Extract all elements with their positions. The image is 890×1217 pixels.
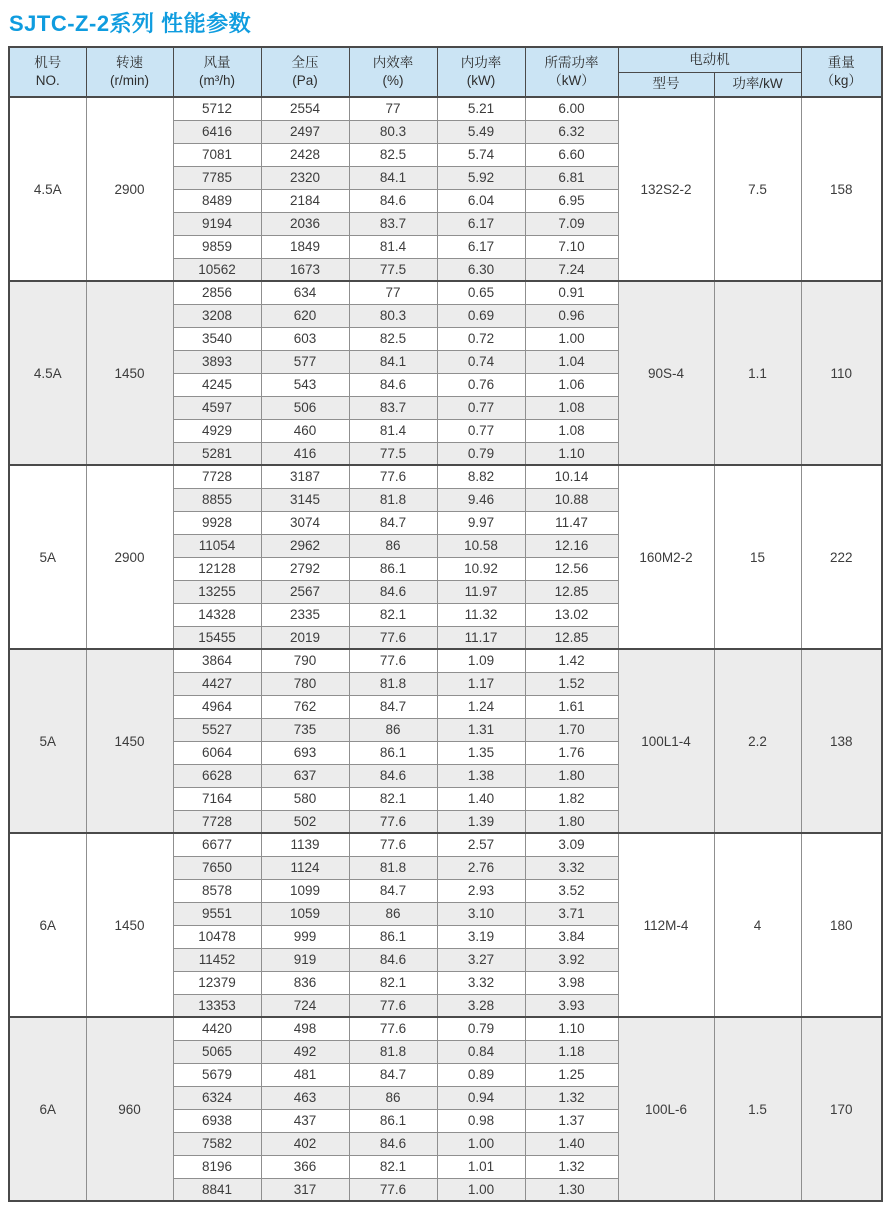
flow-cell: 7728 (173, 810, 261, 833)
pressure-cell: 1673 (261, 258, 349, 281)
required-power-cell: 6.60 (525, 143, 618, 166)
internal-power-cell: 0.65 (437, 281, 525, 304)
flow-cell: 5712 (173, 97, 261, 120)
internal-power-cell: 6.17 (437, 235, 525, 258)
pressure-cell: 492 (261, 1040, 349, 1063)
required-power-cell: 1.52 (525, 672, 618, 695)
flow-cell: 5527 (173, 718, 261, 741)
table-header (9, 47, 882, 97)
machine-no-cell: 6A (9, 1017, 86, 1201)
required-power-cell: 1.76 (525, 741, 618, 764)
flow-cell: 9551 (173, 902, 261, 925)
pressure-cell: 1059 (261, 902, 349, 925)
internal-power-cell: 1.38 (437, 764, 525, 787)
flow-cell: 9928 (173, 511, 261, 534)
col-header-internal-power: 内功率 (kW) (437, 47, 525, 97)
efficiency-cell: 84.7 (349, 695, 437, 718)
pressure-cell: 2335 (261, 603, 349, 626)
performance-table (8, 46, 883, 1202)
required-power-cell: 1.82 (525, 787, 618, 810)
internal-power-cell: 3.10 (437, 902, 525, 925)
required-power-cell: 3.32 (525, 856, 618, 879)
pressure-cell: 724 (261, 994, 349, 1017)
required-power-cell: 3.09 (525, 833, 618, 856)
pressure-cell: 1849 (261, 235, 349, 258)
internal-power-cell: 0.74 (437, 350, 525, 373)
pressure-cell: 999 (261, 925, 349, 948)
col-header-flow: 风量 (m³/h) (173, 47, 261, 97)
internal-power-cell: 1.35 (437, 741, 525, 764)
internal-power-cell: 10.58 (437, 534, 525, 557)
pressure-cell: 603 (261, 327, 349, 350)
efficiency-cell: 82.1 (349, 787, 437, 810)
pressure-cell: 2184 (261, 189, 349, 212)
flow-cell: 7728 (173, 465, 261, 488)
required-power-cell: 7.10 (525, 235, 618, 258)
flow-cell: 4964 (173, 695, 261, 718)
efficiency-cell: 83.7 (349, 212, 437, 235)
efficiency-cell: 81.4 (349, 235, 437, 258)
efficiency-cell: 86 (349, 902, 437, 925)
table-row (9, 281, 882, 304)
flow-cell: 6628 (173, 764, 261, 787)
flow-cell: 4929 (173, 419, 261, 442)
efficiency-cell: 84.6 (349, 189, 437, 212)
flow-cell: 14328 (173, 603, 261, 626)
required-power-cell: 3.92 (525, 948, 618, 971)
col-header-efficiency: 内效率 (%) (349, 47, 437, 97)
required-power-cell: 6.00 (525, 97, 618, 120)
internal-power-cell: 5.74 (437, 143, 525, 166)
required-power-cell: 6.32 (525, 120, 618, 143)
internal-power-cell: 5.92 (437, 166, 525, 189)
internal-power-cell: 0.79 (437, 1017, 525, 1040)
required-power-cell: 10.14 (525, 465, 618, 488)
flow-cell: 3540 (173, 327, 261, 350)
internal-power-cell: 3.32 (437, 971, 525, 994)
internal-power-cell: 0.72 (437, 327, 525, 350)
pressure-cell: 2497 (261, 120, 349, 143)
efficiency-cell: 84.6 (349, 373, 437, 396)
pressure-cell: 836 (261, 971, 349, 994)
internal-power-cell: 6.04 (437, 189, 525, 212)
pressure-cell: 762 (261, 695, 349, 718)
internal-power-cell: 1.31 (437, 718, 525, 741)
required-power-cell: 1.25 (525, 1063, 618, 1086)
required-power-cell: 1.80 (525, 810, 618, 833)
col-header-motor-power: 功率/kW (714, 72, 801, 97)
internal-power-cell: 0.84 (437, 1040, 525, 1063)
pressure-cell: 402 (261, 1132, 349, 1155)
flow-cell: 7582 (173, 1132, 261, 1155)
required-power-cell: 1.32 (525, 1086, 618, 1109)
motor-model-cell: 132S2-2 (618, 97, 714, 281)
motor-power-cell: 7.5 (714, 97, 801, 281)
pressure-cell: 919 (261, 948, 349, 971)
efficiency-cell: 77.6 (349, 994, 437, 1017)
rpm-cell: 1450 (86, 649, 173, 833)
internal-power-cell: 0.77 (437, 396, 525, 419)
flow-cell: 9194 (173, 212, 261, 235)
pressure-cell: 506 (261, 396, 349, 419)
internal-power-cell: 1.17 (437, 672, 525, 695)
pressure-cell: 2554 (261, 97, 349, 120)
required-power-cell: 1.40 (525, 1132, 618, 1155)
flow-cell: 11054 (173, 534, 261, 557)
required-power-cell: 3.93 (525, 994, 618, 1017)
col-header-weight: 重量 （kg） (801, 47, 882, 97)
flow-cell: 6416 (173, 120, 261, 143)
efficiency-cell: 86 (349, 534, 437, 557)
efficiency-cell: 81.8 (349, 1040, 437, 1063)
internal-power-cell: 1.24 (437, 695, 525, 718)
table-row (9, 465, 882, 488)
internal-power-cell: 2.76 (437, 856, 525, 879)
internal-power-cell: 8.82 (437, 465, 525, 488)
rpm-cell: 1450 (86, 281, 173, 465)
efficiency-cell: 84.6 (349, 948, 437, 971)
motor-power-cell: 15 (714, 465, 801, 649)
rpm-cell: 2900 (86, 465, 173, 649)
flow-cell: 7650 (173, 856, 261, 879)
required-power-cell: 12.85 (525, 626, 618, 649)
rpm-cell: 2900 (86, 97, 173, 281)
efficiency-cell: 82.1 (349, 1155, 437, 1178)
required-power-cell: 6.81 (525, 166, 618, 189)
efficiency-cell: 77.6 (349, 1178, 437, 1201)
internal-power-cell: 5.21 (437, 97, 525, 120)
required-power-cell: 3.52 (525, 879, 618, 902)
table-row (9, 649, 882, 672)
pressure-cell: 2962 (261, 534, 349, 557)
internal-power-cell: 0.79 (437, 442, 525, 465)
pressure-cell: 460 (261, 419, 349, 442)
pressure-cell: 416 (261, 442, 349, 465)
efficiency-cell: 82.1 (349, 971, 437, 994)
machine-no-cell: 5A (9, 465, 86, 649)
efficiency-cell: 77.6 (349, 626, 437, 649)
col-header-motor: 电动机 (618, 47, 801, 72)
pressure-cell: 2428 (261, 143, 349, 166)
flow-cell: 4245 (173, 373, 261, 396)
required-power-cell: 3.98 (525, 971, 618, 994)
flow-cell: 10562 (173, 258, 261, 281)
flow-cell: 7164 (173, 787, 261, 810)
required-power-cell: 1.42 (525, 649, 618, 672)
internal-power-cell: 3.28 (437, 994, 525, 1017)
internal-power-cell: 0.69 (437, 304, 525, 327)
efficiency-cell: 81.4 (349, 419, 437, 442)
flow-cell: 4597 (173, 396, 261, 419)
flow-cell: 8578 (173, 879, 261, 902)
internal-power-cell: 0.77 (437, 419, 525, 442)
efficiency-cell: 77.6 (349, 1017, 437, 1040)
pressure-cell: 1099 (261, 879, 349, 902)
pressure-cell: 637 (261, 764, 349, 787)
required-power-cell: 7.09 (525, 212, 618, 235)
flow-cell: 12128 (173, 557, 261, 580)
flow-cell: 8855 (173, 488, 261, 511)
pressure-cell: 502 (261, 810, 349, 833)
required-power-cell: 11.47 (525, 511, 618, 534)
col-header-pressure: 全压 (Pa) (261, 47, 349, 97)
flow-cell: 15455 (173, 626, 261, 649)
internal-power-cell: 5.49 (437, 120, 525, 143)
motor-power-cell: 2.2 (714, 649, 801, 833)
table-row (9, 1017, 882, 1040)
flow-cell: 6064 (173, 741, 261, 764)
required-power-cell: 1.06 (525, 373, 618, 396)
internal-power-cell: 11.32 (437, 603, 525, 626)
efficiency-cell: 86.1 (349, 557, 437, 580)
required-power-cell: 7.24 (525, 258, 618, 281)
internal-power-cell: 1.00 (437, 1132, 525, 1155)
pressure-cell: 366 (261, 1155, 349, 1178)
efficiency-cell: 83.7 (349, 396, 437, 419)
required-power-cell: 1.70 (525, 718, 618, 741)
motor-power-cell: 1.5 (714, 1017, 801, 1201)
pressure-cell: 620 (261, 304, 349, 327)
efficiency-cell: 82.5 (349, 143, 437, 166)
required-power-cell: 12.16 (525, 534, 618, 557)
flow-cell: 3864 (173, 649, 261, 672)
required-power-cell: 12.85 (525, 580, 618, 603)
pressure-cell: 2019 (261, 626, 349, 649)
required-power-cell: 10.88 (525, 488, 618, 511)
pressure-cell: 790 (261, 649, 349, 672)
internal-power-cell: 2.57 (437, 833, 525, 856)
required-power-cell: 3.84 (525, 925, 618, 948)
table-row (9, 833, 882, 856)
flow-cell: 7785 (173, 166, 261, 189)
col-header-machine-no: 机号 NO. (9, 47, 86, 97)
internal-power-cell: 3.19 (437, 925, 525, 948)
internal-power-cell: 3.27 (437, 948, 525, 971)
required-power-cell: 1.18 (525, 1040, 618, 1063)
internal-power-cell: 1.09 (437, 649, 525, 672)
pressure-cell: 437 (261, 1109, 349, 1132)
required-power-cell: 1.61 (525, 695, 618, 718)
flow-cell: 4427 (173, 672, 261, 695)
required-power-cell: 3.71 (525, 902, 618, 925)
flow-cell: 8196 (173, 1155, 261, 1178)
motor-model-cell: 112M-4 (618, 833, 714, 1017)
flow-cell: 8841 (173, 1178, 261, 1201)
pressure-cell: 2792 (261, 557, 349, 580)
weight-cell: 158 (801, 97, 882, 281)
efficiency-cell: 84.1 (349, 350, 437, 373)
efficiency-cell: 84.6 (349, 764, 437, 787)
pressure-cell: 577 (261, 350, 349, 373)
required-power-cell: 1.32 (525, 1155, 618, 1178)
efficiency-cell: 86 (349, 1086, 437, 1109)
pressure-cell: 580 (261, 787, 349, 810)
flow-cell: 6677 (173, 833, 261, 856)
table-body (9, 97, 882, 1201)
col-header-rpm: 转速 (r/min) (86, 47, 173, 97)
pressure-cell: 735 (261, 718, 349, 741)
required-power-cell: 1.08 (525, 419, 618, 442)
flow-cell: 5281 (173, 442, 261, 465)
efficiency-cell: 80.3 (349, 120, 437, 143)
pressure-cell: 463 (261, 1086, 349, 1109)
efficiency-cell: 82.5 (349, 327, 437, 350)
internal-power-cell: 1.01 (437, 1155, 525, 1178)
flow-cell: 6324 (173, 1086, 261, 1109)
flow-cell: 11452 (173, 948, 261, 971)
pressure-cell: 3145 (261, 488, 349, 511)
rpm-cell: 1450 (86, 833, 173, 1017)
efficiency-cell: 84.7 (349, 1063, 437, 1086)
efficiency-cell: 82.1 (349, 603, 437, 626)
efficiency-cell: 84.1 (349, 166, 437, 189)
machine-no-cell: 5A (9, 649, 86, 833)
internal-power-cell: 0.89 (437, 1063, 525, 1086)
efficiency-cell: 77.5 (349, 442, 437, 465)
flow-cell: 6938 (173, 1109, 261, 1132)
efficiency-cell: 86.1 (349, 741, 437, 764)
required-power-cell: 1.30 (525, 1178, 618, 1201)
required-power-cell: 12.56 (525, 557, 618, 580)
internal-power-cell: 1.00 (437, 1178, 525, 1201)
motor-model-cell: 100L1-4 (618, 649, 714, 833)
pressure-cell: 693 (261, 741, 349, 764)
internal-power-cell: 1.39 (437, 810, 525, 833)
pressure-cell: 780 (261, 672, 349, 695)
required-power-cell: 1.10 (525, 1017, 618, 1040)
internal-power-cell: 6.17 (437, 212, 525, 235)
internal-power-cell: 2.93 (437, 879, 525, 902)
machine-no-cell: 6A (9, 833, 86, 1017)
efficiency-cell: 84.7 (349, 511, 437, 534)
weight-cell: 138 (801, 649, 882, 833)
required-power-cell: 1.10 (525, 442, 618, 465)
internal-power-cell: 0.98 (437, 1109, 525, 1132)
internal-power-cell: 11.17 (437, 626, 525, 649)
efficiency-cell: 77 (349, 97, 437, 120)
required-power-cell: 1.04 (525, 350, 618, 373)
efficiency-cell: 81.8 (349, 672, 437, 695)
motor-model-cell: 90S-4 (618, 281, 714, 465)
efficiency-cell: 84.6 (349, 1132, 437, 1155)
efficiency-cell: 84.6 (349, 580, 437, 603)
internal-power-cell: 0.94 (437, 1086, 525, 1109)
efficiency-cell: 86.1 (349, 1109, 437, 1132)
pressure-cell: 3074 (261, 511, 349, 534)
efficiency-cell: 77.6 (349, 833, 437, 856)
internal-power-cell: 9.97 (437, 511, 525, 534)
efficiency-cell: 77.6 (349, 810, 437, 833)
motor-model-cell: 160M2-2 (618, 465, 714, 649)
pressure-cell: 1124 (261, 856, 349, 879)
machine-no-cell: 4.5A (9, 97, 86, 281)
flow-cell: 5065 (173, 1040, 261, 1063)
col-header-motor-model: 型号 (618, 72, 714, 97)
pressure-cell: 2567 (261, 580, 349, 603)
catalog-page (0, 7, 890, 1202)
internal-power-cell: 9.46 (437, 488, 525, 511)
internal-power-cell: 1.40 (437, 787, 525, 810)
flow-cell: 5679 (173, 1063, 261, 1086)
flow-cell: 2856 (173, 281, 261, 304)
efficiency-cell: 86 (349, 718, 437, 741)
pressure-cell: 543 (261, 373, 349, 396)
weight-cell: 110 (801, 281, 882, 465)
internal-power-cell: 10.92 (437, 557, 525, 580)
col-header-required-power: 所需功率 （kW） (525, 47, 618, 97)
efficiency-cell: 77.5 (349, 258, 437, 281)
flow-cell: 9859 (173, 235, 261, 258)
motor-power-cell: 1.1 (714, 281, 801, 465)
pressure-cell: 498 (261, 1017, 349, 1040)
required-power-cell: 0.96 (525, 304, 618, 327)
flow-cell: 7081 (173, 143, 261, 166)
required-power-cell: 13.02 (525, 603, 618, 626)
efficiency-cell: 77.6 (349, 465, 437, 488)
weight-cell: 170 (801, 1017, 882, 1201)
efficiency-cell: 80.3 (349, 304, 437, 327)
rpm-cell: 960 (86, 1017, 173, 1201)
efficiency-cell: 77.6 (349, 649, 437, 672)
pressure-cell: 481 (261, 1063, 349, 1086)
required-power-cell: 1.37 (525, 1109, 618, 1132)
required-power-cell: 6.95 (525, 189, 618, 212)
required-power-cell: 1.08 (525, 396, 618, 419)
pressure-cell: 317 (261, 1178, 349, 1201)
flow-cell: 3893 (173, 350, 261, 373)
header-row-1 (9, 47, 882, 72)
flow-cell: 3208 (173, 304, 261, 327)
efficiency-cell: 86.1 (349, 925, 437, 948)
internal-power-cell: 11.97 (437, 580, 525, 603)
efficiency-cell: 77 (349, 281, 437, 304)
flow-cell: 8489 (173, 189, 261, 212)
machine-no-cell: 4.5A (9, 281, 86, 465)
flow-cell: 13255 (173, 580, 261, 603)
efficiency-cell: 81.8 (349, 856, 437, 879)
efficiency-cell: 81.8 (349, 488, 437, 511)
weight-cell: 180 (801, 833, 882, 1017)
table-row (9, 97, 882, 120)
pressure-cell: 634 (261, 281, 349, 304)
motor-model-cell: 100L-6 (618, 1017, 714, 1201)
pressure-cell: 2036 (261, 212, 349, 235)
flow-cell: 13353 (173, 994, 261, 1017)
internal-power-cell: 0.76 (437, 373, 525, 396)
page-title: SJTC-Z-2系列 性能参数 (9, 11, 252, 36)
weight-cell: 222 (801, 465, 882, 649)
flow-cell: 4420 (173, 1017, 261, 1040)
required-power-cell: 1.80 (525, 764, 618, 787)
motor-power-cell: 4 (714, 833, 801, 1017)
efficiency-cell: 84.7 (349, 879, 437, 902)
pressure-cell: 3187 (261, 465, 349, 488)
required-power-cell: 1.00 (525, 327, 618, 350)
flow-cell: 10478 (173, 925, 261, 948)
flow-cell: 12379 (173, 971, 261, 994)
pressure-cell: 1139 (261, 833, 349, 856)
required-power-cell: 0.91 (525, 281, 618, 304)
pressure-cell: 2320 (261, 166, 349, 189)
internal-power-cell: 6.30 (437, 258, 525, 281)
